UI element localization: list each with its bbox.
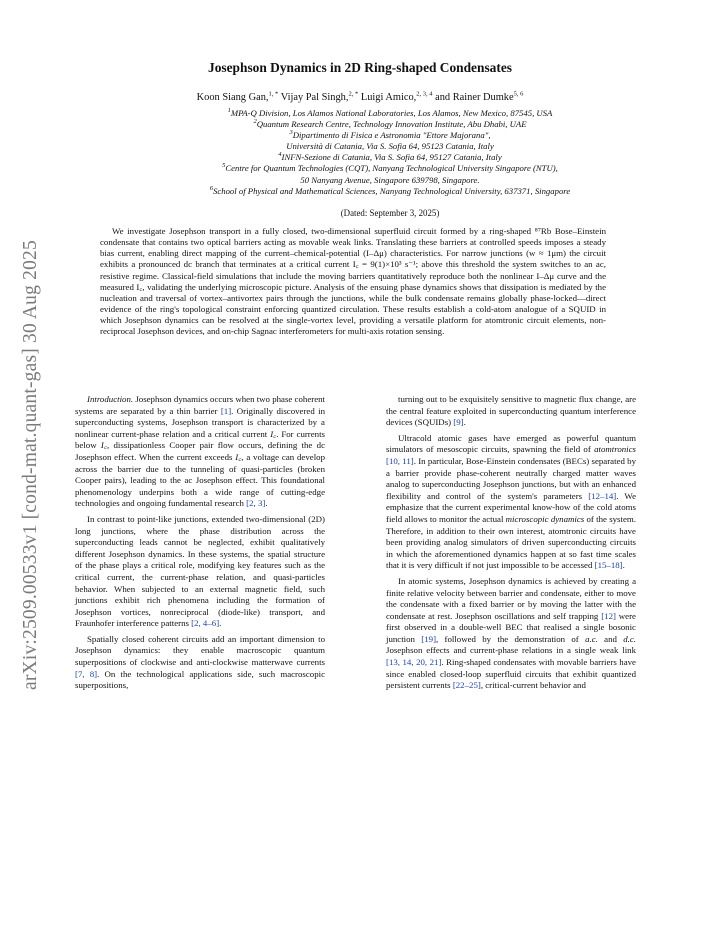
affiliation-list: [100, 108, 680, 197]
text-run: , a voltage can develop across the barrier due to the tunneling of quasi-particles (broken Cooper pairs), leading to the ac Josephson effect. This foundational phenomenology underpins both a wide range of cutting-edge technologies and ongoing fundamental research: [75, 451, 326, 509]
left-column: [75, 394, 325, 696]
text-run: .: [265, 498, 268, 509]
affiliation-number: 4: [278, 151, 282, 159]
affiliation-text: Dipartimento di Fisica e Astronomia "Ettore Majorana",: [292, 130, 491, 141]
emphasis-text: a.c.: [585, 633, 598, 644]
affiliation-number: 6: [209, 184, 214, 192]
citation-link[interactable]: [2, 3]: [246, 498, 266, 509]
affiliation-text: INFN-Sezione di Catania, Via S. Sofia 64, 95127 Catania, Italy: [281, 152, 502, 163]
affiliation-line: [100, 175, 680, 186]
citation-link[interactable]: [2, 4–6]: [191, 618, 220, 629]
affiliation-number: 2: [253, 118, 257, 126]
emphasis-text: I꜀: [100, 440, 107, 451]
text-run: of the system. Therefore, in addition to their own interest, atomtronic circuits have been providing analog simulators of driven superconducting circuits in which the aforementioned dynamics happen at so fast time scales that it is very difficult if not just impossible to be accessed: [386, 513, 636, 571]
affiliation-line: [100, 108, 680, 119]
affiliation-text: MPA-Q Division, Los Alamos National Laboratories, Los Alamos, New Mexico, 87545, USA: [230, 108, 553, 118]
text-run: Ultracold atomic gases have emerged as powerful quantum simulators of mesoscopic circuits, spawning the field of: [386, 432, 636, 455]
author-affiliation-mark: 5, 6: [513, 90, 524, 98]
dated-line: (Dated: September 3, 2025): [340, 208, 440, 218]
affiliation-line: [100, 152, 680, 163]
author-affiliation-mark: 1, *: [268, 90, 279, 98]
emphasis-text: I꜀: [235, 451, 242, 462]
citation-link[interactable]: [12–14]: [588, 490, 617, 501]
text-run: Josephson effects and current-phase relations in a single weak link: [386, 645, 636, 656]
body-paragraph: [386, 433, 636, 572]
text-run: Spatially closed coherent circuits add an important dimension to Josephson dynamics: they enable macroscopic quantum superpositions of clockwise and anti-clockwise matterwave currents: [75, 633, 325, 668]
citation-link[interactable]: [12]: [601, 610, 616, 621]
citation-link[interactable]: [19]: [421, 633, 437, 644]
paper-title: Josephson Dynamics in 2D Ring-shaped Condensates: [208, 60, 512, 75]
text-run: . Ring-shaped condensates with movable barriers have since enabled closed-loop superfluid circuits that exhibit quantized persistent currents: [386, 657, 636, 691]
text-run: .: [463, 417, 466, 428]
emphasis-text: microscopic dynamics: [505, 513, 585, 524]
affiliation-text: Università di Catania, Via S. Sofia 64, 95123 Catania, Italy: [286, 141, 494, 152]
text-run: .: [622, 560, 625, 571]
author-affiliation-mark: 2, *: [348, 90, 359, 98]
emphasis-text: Introduction.: [87, 394, 134, 404]
abstract: We investigate Josephson transport in a fully closed, two-dimensional superfluid circuit formed by a ring-shaped ⁸⁷Rb Bose–Einstein condensate that contains two optical barriers acting as movable weak links. Translating these barriers at controlled speeds imposes a steady bias current, enabling direct mapping of the current–chemical-potential (I–Δμ) characteristics. For narrow junctions (w ≈ 1μm) the circuit exhibits a pronounced dc branch that terminates at a critical current I꜀ = 9(1)×10³ s⁻¹; above this threshold the system switches to an ac, resistive regime. Classical-field simulations that include the moving barriers quantitatively reproduce both the nonlinear I–Δμ curve and the measured I꜀, validating the underlying microscopic picture. Analysis of the ensuing phase dynamics shows that dissipation is mediated by the nucleation and traversal of vortex–antivortex pairs through the junctions, while the bulk condensate remains globally phase-locked—direct evidence of the ring's topological constraint enforcing quantized circulation. These results establish a cold-atom analogue of a SQUID in which Josephson dynamics can be resolved at the single-vortex level, providing a versatile platform for atomtronic circuit elements, non-reciprocal Josephson devices, and on-chip Sagnac interferometers for multi-axis rotation sensing.: [100, 226, 606, 337]
body-paragraph: [386, 576, 636, 692]
affiliation-number: 3: [289, 129, 293, 137]
text-run: .: [219, 618, 222, 629]
text-run: In atomic systems, Josephson dynamics is achieved by creating a finite relative velocity between barrier and condensate, either to move the condensate with a fixed barrier or by moving the latter with the condensate at rest. Josephson oscillations and self trapping: [386, 575, 636, 621]
citation-link[interactable]: [9]: [453, 417, 464, 428]
affiliation-line: [100, 141, 680, 152]
text-run: , followed by the demonstration of: [436, 633, 586, 644]
text-run: In contrast to point-like junctions, extended two-dimensional (2D) long junctions, where the phase distribution across the superconducting leads cannot be neglected, exhibit qualitatively different Josephson dynamics. In these systems, the spatial structure of the phase plays a critical role, modifying key features such as the critical current, the current-phase relation, and quasi-particles behavior. When subjected to an external magnetic field, such junctions exhibit rich phenomena including the formation of Josephson vortices, nonreciprocal (diode-like) transport, and Fraunhofer interference patterns: [75, 513, 325, 629]
arxiv-identifier: arXiv:2509.00533v1 [cond-mat.quant-gas] 30 Aug 2025: [20, 240, 41, 690]
body-paragraph: [75, 514, 325, 630]
citation-link[interactable]: [10, 11]: [386, 455, 414, 466]
author-name: Luigi Amico,: [360, 92, 417, 103]
citation-link[interactable]: [22–25]: [452, 680, 481, 691]
text-run: Josephson dynamics occurs when two phase coherent systems are separated by a thin barrier: [75, 394, 325, 416]
text-run: , dissipationless Cooper pair flow occurs, defining the dc Josephson effect. When the current exceeds: [75, 440, 326, 462]
text-run: . On the technological applications side, such macroscopic superpositions,: [75, 668, 326, 691]
affiliation-text: 50 Nanyang Avenue, Singapore 639798, Singapore.: [300, 174, 480, 185]
author-list: [0, 92, 720, 103]
author-name: Vijay Pal Singh,: [280, 92, 349, 103]
citation-link[interactable]: [15–18]: [594, 560, 623, 571]
text-run: turning out to be exquisitely sensitive to magnetic flux change, are the central feature exploited in superconducting quantum interference devices (SQUIDs): [386, 394, 636, 428]
text-run: . Originally discovered in superconducting systems, Josephson transport is characterized by a nonlinear current-phase relation and a critical current: [75, 405, 325, 439]
citation-link[interactable]: [13, 14, 20, 21]: [386, 657, 442, 668]
text-run: were first observed in a double-well BEC that realised a single bosonic junction: [386, 610, 636, 644]
affiliation-line: [100, 163, 680, 174]
affiliation-text: Centre for Quantum Technologies (CQT), Nanyang Technological University Singapore (NTU),: [225, 163, 558, 174]
author-affiliation-mark: 2, 3, 4: [416, 90, 433, 98]
affiliation-line: [100, 130, 680, 141]
author-name: and Rainer Dumke: [435, 92, 514, 103]
citation-link[interactable]: [1]: [220, 405, 232, 416]
body-paragraph: [386, 394, 636, 429]
affiliation-text: School of Physical and Mathematical Sciences, Nanyang Technological University, 637371, Singapore: [213, 185, 571, 196]
text-run: and: [597, 633, 624, 644]
emphasis-text: d.c.: [623, 633, 636, 644]
emphasis-text: I꜀: [270, 428, 277, 439]
right-column: [386, 394, 636, 696]
text-run: . We emphasize that the current experimental know-how of the cold atoms field allows to monitor the actual: [386, 490, 636, 524]
body-paragraph: [75, 394, 325, 510]
affiliation-number: 1: [227, 107, 231, 115]
citation-link[interactable]: [7, 8]: [75, 668, 98, 679]
affiliation-line: [100, 186, 680, 197]
author-name: Koon Siang Gan,: [196, 92, 269, 103]
affiliation-text: Quantum Research Centre, Technology Innovation Institute, Abu Dhabi, UAE: [256, 119, 527, 130]
emphasis-text: atomtronics: [594, 444, 636, 455]
affiliation-line: [100, 119, 680, 130]
affiliation-number: 5: [222, 162, 226, 170]
body-paragraph: [75, 634, 325, 692]
text-run: , critical-current behavior and: [480, 680, 586, 691]
text-run: . For currents below: [75, 428, 326, 451]
text-run: . In particular, Bose-Einstein condensates (BECs) separated by a barrier provide phase-coherent neutrally charged matter waves analog to superconducting Josephson junctions, but with an enhanced flexibility and control of the system's parameters: [386, 455, 637, 501]
